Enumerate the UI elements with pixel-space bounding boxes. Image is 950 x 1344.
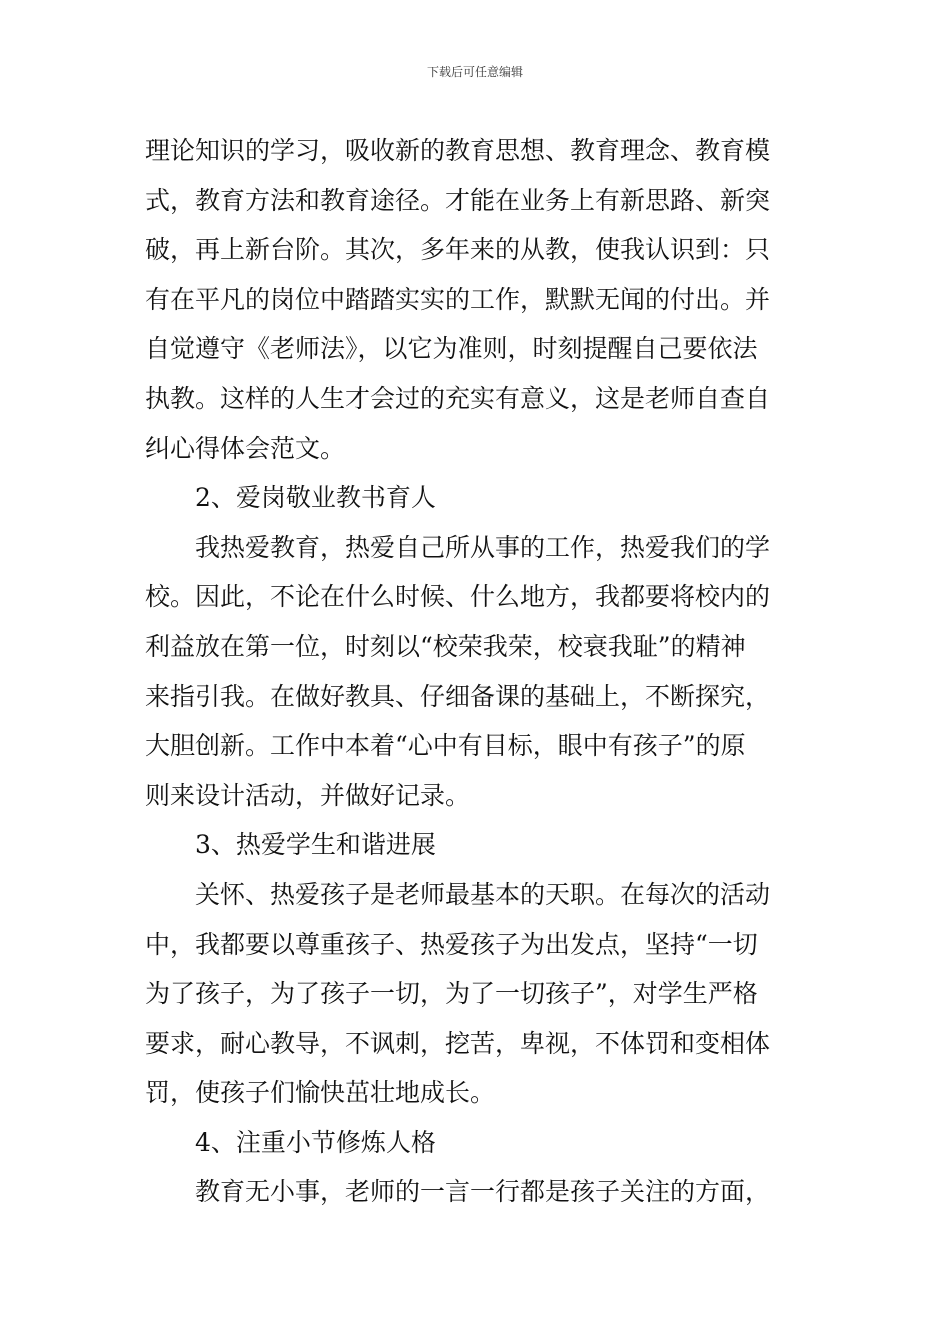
- text-line: 有在平凡的岗位中踏踏实实的工作，默默无闻的付出。并: [145, 284, 771, 314]
- text-line: 4、注重小节修炼人格: [195, 1127, 436, 1157]
- text-line: 中，我都要以尊重孩子、热爱孩子为出发点，坚持“一切: [145, 929, 758, 959]
- page-header: 下载后可任意编辑: [426, 65, 523, 79]
- text-line: 教育无小事，老师的一言一行都是孩子关注的方面，: [195, 1177, 771, 1207]
- document-body: [145, 126, 810, 1217]
- text-line: 破，再上新台阶。其次，多年来的从教，使我认识到：只: [145, 235, 771, 265]
- text-line: 我热爱教育，热爱自己所从事的工作，热爱我们的学: [195, 532, 771, 562]
- text-line: 利益放在第一位，时刻以“校荣我荣，校衰我耻”的精神: [145, 631, 746, 661]
- text-line: 执教。这样的人生才会过的充实有意义，这是老师自查自: [145, 383, 771, 413]
- text-line: 来指引我。在做好教具、仔细备课的基础上，不断探究，: [145, 681, 771, 711]
- text-line: 3、热爱学生和谐进展: [195, 830, 436, 860]
- text-line: 要求，耐心教导，不讽刺，挖苦，卑视，不体罚和变相体: [145, 1028, 771, 1058]
- text-line: 校。因此，不论在什么时候、什么地方，我都要将校内的: [145, 582, 771, 612]
- text-line: 则来设计活动，并做好记录。: [145, 780, 471, 810]
- text-line: 为了孩子，为了孩子一切，为了一切孩子”，对学生严格: [145, 979, 758, 1009]
- text-line: 大胆创新。工作中本着“心中有目标，眼中有孩子”的原: [145, 731, 746, 761]
- text-line: 式，教育方法和教育途径。才能在业务上有新思路、新突: [145, 185, 771, 215]
- text-line: 关怀、热爱孩子是老师最基本的天职。在每次的活动: [195, 879, 771, 909]
- text-line: 2、爱岗敬业教书育人: [195, 483, 436, 513]
- text-line: 罚，使孩子们愉快茁壮地成长。: [145, 1078, 496, 1108]
- text-line: 自觉遵守《老师法》，以它为准则，时刻提醒自己要依法: [145, 334, 758, 364]
- text-line: 纠心得体会范文。: [145, 433, 346, 463]
- text-line: 理论知识的学习，吸收新的教育思想、教育理念、教育模: [145, 136, 771, 165]
